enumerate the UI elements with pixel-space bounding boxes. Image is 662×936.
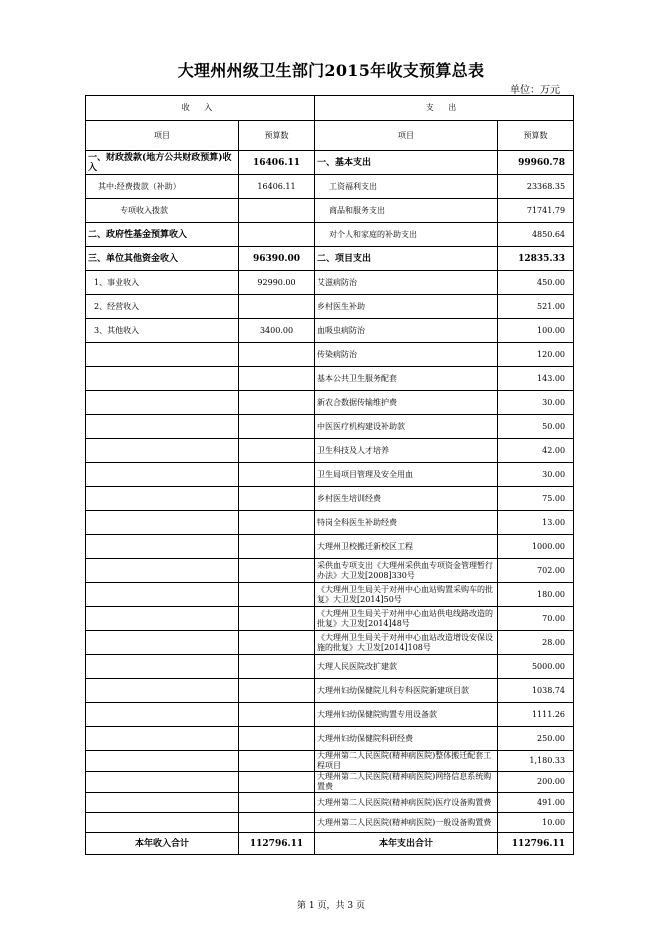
income-item	[86, 535, 239, 559]
income-item	[86, 793, 239, 813]
income-amount	[239, 295, 315, 319]
table-row	[86, 679, 574, 703]
expense-item: 大理州第二人民医院(精神病医院)一般设备购置费	[315, 813, 498, 833]
table-row	[86, 415, 574, 439]
income-amount	[239, 679, 315, 703]
income-item	[86, 511, 239, 535]
expense-amount: 75.00	[498, 487, 574, 511]
table-row	[86, 487, 574, 511]
income-amount: 92990.00	[239, 271, 315, 295]
income-amount	[239, 487, 315, 511]
table-row	[86, 367, 574, 391]
expense-amount: 1000.00	[498, 535, 574, 559]
income-item	[86, 463, 239, 487]
expense-item: 基本公共卫生服务配套	[315, 367, 498, 391]
income-item	[86, 583, 239, 607]
table-row	[86, 151, 574, 175]
expense-amount: 702.00	[498, 559, 574, 583]
income-amount	[239, 772, 315, 793]
income-amount	[239, 367, 315, 391]
totals-row	[86, 833, 574, 855]
table-row	[86, 703, 574, 727]
expense-amount: 30.00	[498, 391, 574, 415]
income-item	[86, 391, 239, 415]
expense-item-header: 项目	[315, 121, 498, 151]
table-row	[86, 463, 574, 487]
expense-item: 《大理州卫生局关于对州中心血站改造增设安保设施的批复》大卫发[2014]108号	[315, 631, 498, 655]
income-item: 专项收入拨款	[86, 199, 239, 223]
income-item	[86, 727, 239, 751]
expense-amount: 200.00	[498, 772, 574, 793]
income-amount	[239, 199, 315, 223]
table-row	[86, 813, 574, 833]
expense-item: 传染病防治	[315, 343, 498, 367]
expense-amount: 10.00	[498, 813, 574, 833]
income-item	[86, 415, 239, 439]
income-amount: 16406.11	[239, 175, 315, 199]
income-amount: 96390.00	[239, 247, 315, 271]
expense-amount: 50.00	[498, 415, 574, 439]
expense-item: 乡村医生补助	[315, 295, 498, 319]
income-amount	[239, 813, 315, 833]
table-row	[86, 391, 574, 415]
expense-amount: 521.00	[498, 295, 574, 319]
income-item	[86, 631, 239, 655]
income-total-value: 112796.11	[239, 833, 315, 855]
expense-item: 大理州妇幼保健院科研经费	[315, 727, 498, 751]
income-amount	[239, 223, 315, 247]
page-footer: 第 1 页，共 3 页	[297, 901, 365, 911]
expense-amount: 1038.74	[498, 679, 574, 703]
income-amount: 16406.11	[239, 151, 315, 175]
income-item: 三、单位其他资金收入	[86, 247, 239, 271]
table-row	[86, 535, 574, 559]
income-amount	[239, 631, 315, 655]
table-row	[86, 511, 574, 535]
income-item	[86, 679, 239, 703]
expense-amount: 180.00	[498, 583, 574, 607]
expense-item: 一、基本支出	[315, 151, 498, 175]
income-item-header: 项目	[86, 121, 239, 151]
expense-item: 大理州妇幼保健院儿科专科医院新建项目款	[315, 679, 498, 703]
expense-item: 大理州第二人民医院(精神病医院)整体搬迁配套工程项目	[315, 751, 498, 772]
income-item	[86, 487, 239, 511]
expense-amount: 4850.64	[498, 223, 574, 247]
income-item: 3、其他收入	[86, 319, 239, 343]
expense-item: 对个人和家庭的补助支出	[315, 223, 498, 247]
expense-item: 血吸虫病防治	[315, 319, 498, 343]
income-amount	[239, 415, 315, 439]
income-item: 1、事业收入	[86, 271, 239, 295]
income-amount	[239, 655, 315, 679]
expense-item: 大理州卫校搬迁新校区工程	[315, 535, 498, 559]
expense-item: 大理州第二人民医院(精神病医院)医疗设备购置费	[315, 793, 498, 813]
income-item	[86, 772, 239, 793]
income-amount	[239, 703, 315, 727]
income-amount: 3400.00	[239, 319, 315, 343]
table-row	[86, 631, 574, 655]
expense-amount: 120.00	[498, 343, 574, 367]
income-amount	[239, 751, 315, 772]
table-row	[86, 727, 574, 751]
expense-item: 新农合数据传输维护费	[315, 391, 498, 415]
income-item: 2、经营收入	[86, 295, 239, 319]
expense-amount: 100.00	[498, 319, 574, 343]
table-row	[86, 655, 574, 679]
table-row	[86, 223, 574, 247]
expense-amount: 250.00	[498, 727, 574, 751]
expense-item: 艾滋病防治	[315, 271, 498, 295]
column-header-row	[86, 121, 574, 151]
table-row	[86, 199, 574, 223]
table-row	[86, 439, 574, 463]
budget-table	[85, 95, 574, 855]
expense-amount: 12835.33	[498, 247, 574, 271]
table-row	[86, 319, 574, 343]
expense-header: 支 出	[315, 96, 574, 121]
expense-item: 《大理州卫生局关于对州中心血站供电线路改造的批复》大卫发[2014]48号	[315, 607, 498, 631]
expense-amount: 28.00	[498, 631, 574, 655]
income-amount	[239, 793, 315, 813]
expense-item: 卫生局项目管理及安全用血	[315, 463, 498, 487]
income-total-label: 本年收入合计	[86, 833, 239, 855]
income-item	[86, 367, 239, 391]
expense-total-label: 本年支出合计	[315, 833, 498, 855]
income-amount	[239, 463, 315, 487]
table-row	[86, 583, 574, 607]
expense-amount: 5000.00	[498, 655, 574, 679]
expense-amount: 13.00	[498, 511, 574, 535]
expense-amount: 23368.35	[498, 175, 574, 199]
expense-item: 大理州第二人民医院(精神病医院)网络信息系统购置费	[315, 772, 498, 793]
expense-item: 卫生科技及人才培养	[315, 439, 498, 463]
expense-total-value: 112796.11	[498, 833, 574, 855]
expense-amount: 491.00	[498, 793, 574, 813]
expense-item: 二、项目支出	[315, 247, 498, 271]
section-header-row	[86, 96, 574, 121]
income-item	[86, 607, 239, 631]
table-row	[86, 175, 574, 199]
income-amount	[239, 391, 315, 415]
income-item	[86, 559, 239, 583]
income-item: 二、政府性基金预算收入	[86, 223, 239, 247]
expense-item: 大理人民医院改扩建款	[315, 655, 498, 679]
income-amount	[239, 607, 315, 631]
income-item	[86, 343, 239, 367]
expense-amount: 30.00	[498, 463, 574, 487]
expense-amount: 70.00	[498, 607, 574, 631]
income-header: 收 入	[86, 96, 315, 121]
table-row	[86, 295, 574, 319]
table-row	[86, 607, 574, 631]
income-amount	[239, 559, 315, 583]
expense-item: 工资福利支出	[315, 175, 498, 199]
expense-item: 《大理州卫生局关于对州中心血站购置采购车的批复》大卫发[2014]50号	[315, 583, 498, 607]
expense-item: 商品和服务支出	[315, 199, 498, 223]
table-row	[86, 343, 574, 367]
expense-item: 特岗全科医生补助经费	[315, 511, 498, 535]
expense-amount: 99960.78	[498, 151, 574, 175]
income-item	[86, 439, 239, 463]
expense-item: 采供血专项支出《大理州采供血专项资金管理暂行办法》大卫发[2008]330号	[315, 559, 498, 583]
income-amount	[239, 535, 315, 559]
expense-amount: 450.00	[498, 271, 574, 295]
income-amount	[239, 727, 315, 751]
table-row	[86, 247, 574, 271]
income-amount	[239, 583, 315, 607]
expense-item: 乡村医生培训经费	[315, 487, 498, 511]
income-amount-header: 预算数	[239, 121, 315, 151]
expense-amount-header: 预算数	[498, 121, 574, 151]
expense-amount: 71741.79	[498, 199, 574, 223]
expense-amount: 42.00	[498, 439, 574, 463]
income-item	[86, 751, 239, 772]
unit-label: 单位：万元	[510, 85, 560, 96]
income-amount	[239, 439, 315, 463]
expense-amount: 1,180.33	[498, 751, 574, 772]
income-item	[86, 703, 239, 727]
income-amount	[239, 343, 315, 367]
income-item: 一、财政拨款(地方公共财政预算)收入	[86, 151, 239, 175]
income-amount	[239, 511, 315, 535]
income-item	[86, 813, 239, 833]
page-title: 大理州州级卫生部门2015年收支预算总表	[177, 61, 485, 80]
table-row	[86, 271, 574, 295]
table-row	[86, 793, 574, 813]
expense-item: 中医医疗机构建设补助款	[315, 415, 498, 439]
income-item	[86, 655, 239, 679]
expense-amount: 143.00	[498, 367, 574, 391]
table-row	[86, 751, 574, 772]
income-item: 其中:经费拨款（补助）	[86, 175, 239, 199]
table-row	[86, 772, 574, 793]
expense-amount: 1111.26	[498, 703, 574, 727]
expense-item: 大理州妇幼保健院购置专用设备款	[315, 703, 498, 727]
table-row	[86, 559, 574, 583]
